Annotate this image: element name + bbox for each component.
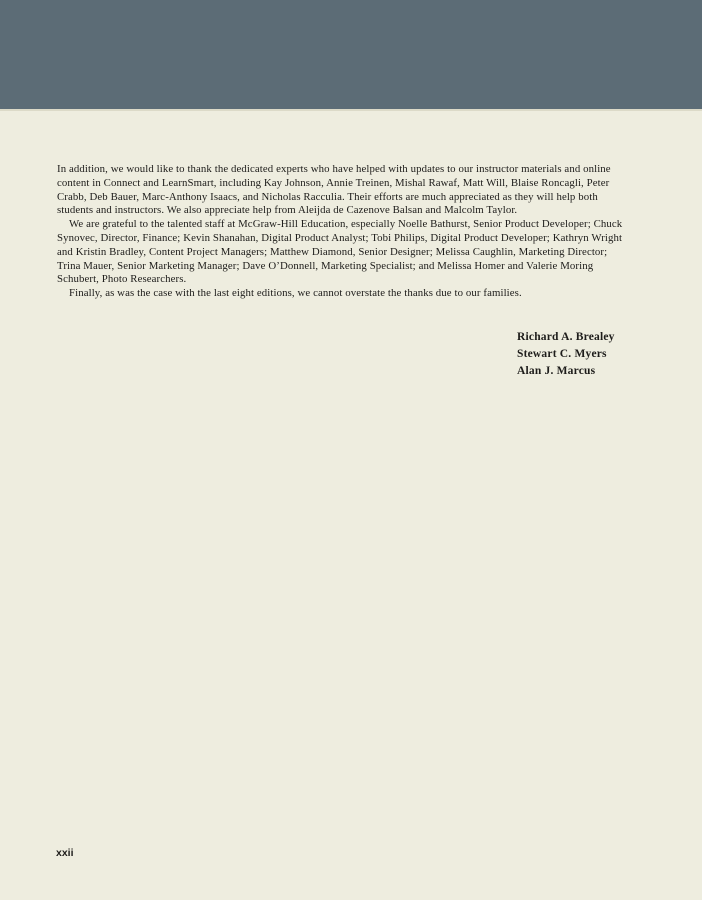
paragraph-families-thanks: Finally, as was the case with the last eight editions, we cannot overstate the thanks due to our families. [69, 287, 522, 300]
acknowledgments-text-block [57, 163, 632, 301]
header-band [0, 0, 702, 111]
author-signature-block [517, 329, 615, 381]
author-name-brealey: Richard A. Brealey [517, 331, 615, 343]
page-number: xxii [56, 847, 74, 859]
author-name-myers: Stewart C. Myers [517, 348, 607, 361]
paragraph-instructor-materials: In addition, we would like to thank the dedicated experts who have helped with updates to our instructor materials and online content in Connect and LearnSmart, including Kay Johnson, Annie Treinen, Mishal Rawaf, Matt Will, Blaise Roncagli, Peter Crabb, Deb Bauer, Marc-Anthony Isaacs, and Nicholas Racculia. Their efforts are much appreciated as they will help both students and instructors. We also appreciate help from Aleijda de Cazenove Balsan and Malcolm Taylor. [57, 163, 611, 217]
author-name-marcus: Alan J. Marcus [517, 365, 596, 378]
paragraph-mcgraw-hill-staff: We are grateful to the talented staff at McGraw-Hill Education, especially Noelle Bathurst, Senior Product Developer; Chuck Synovec, Director, Finance; Kevin Shanahan, Digital Product Analyst; Tobi Philips, Digital Product Developer; Kathryn Wright and Kristin Bradley, Content Project Managers; Matthew Diamond, Senior Designer; Melissa Caughlin, Marketing Director; Trina Mauer, Senior Marketing Manager; Dave O’Donnell, Marketing Specialist; and Melissa Homer and Valerie Moring Schubert, Photo Researchers. [57, 218, 623, 286]
